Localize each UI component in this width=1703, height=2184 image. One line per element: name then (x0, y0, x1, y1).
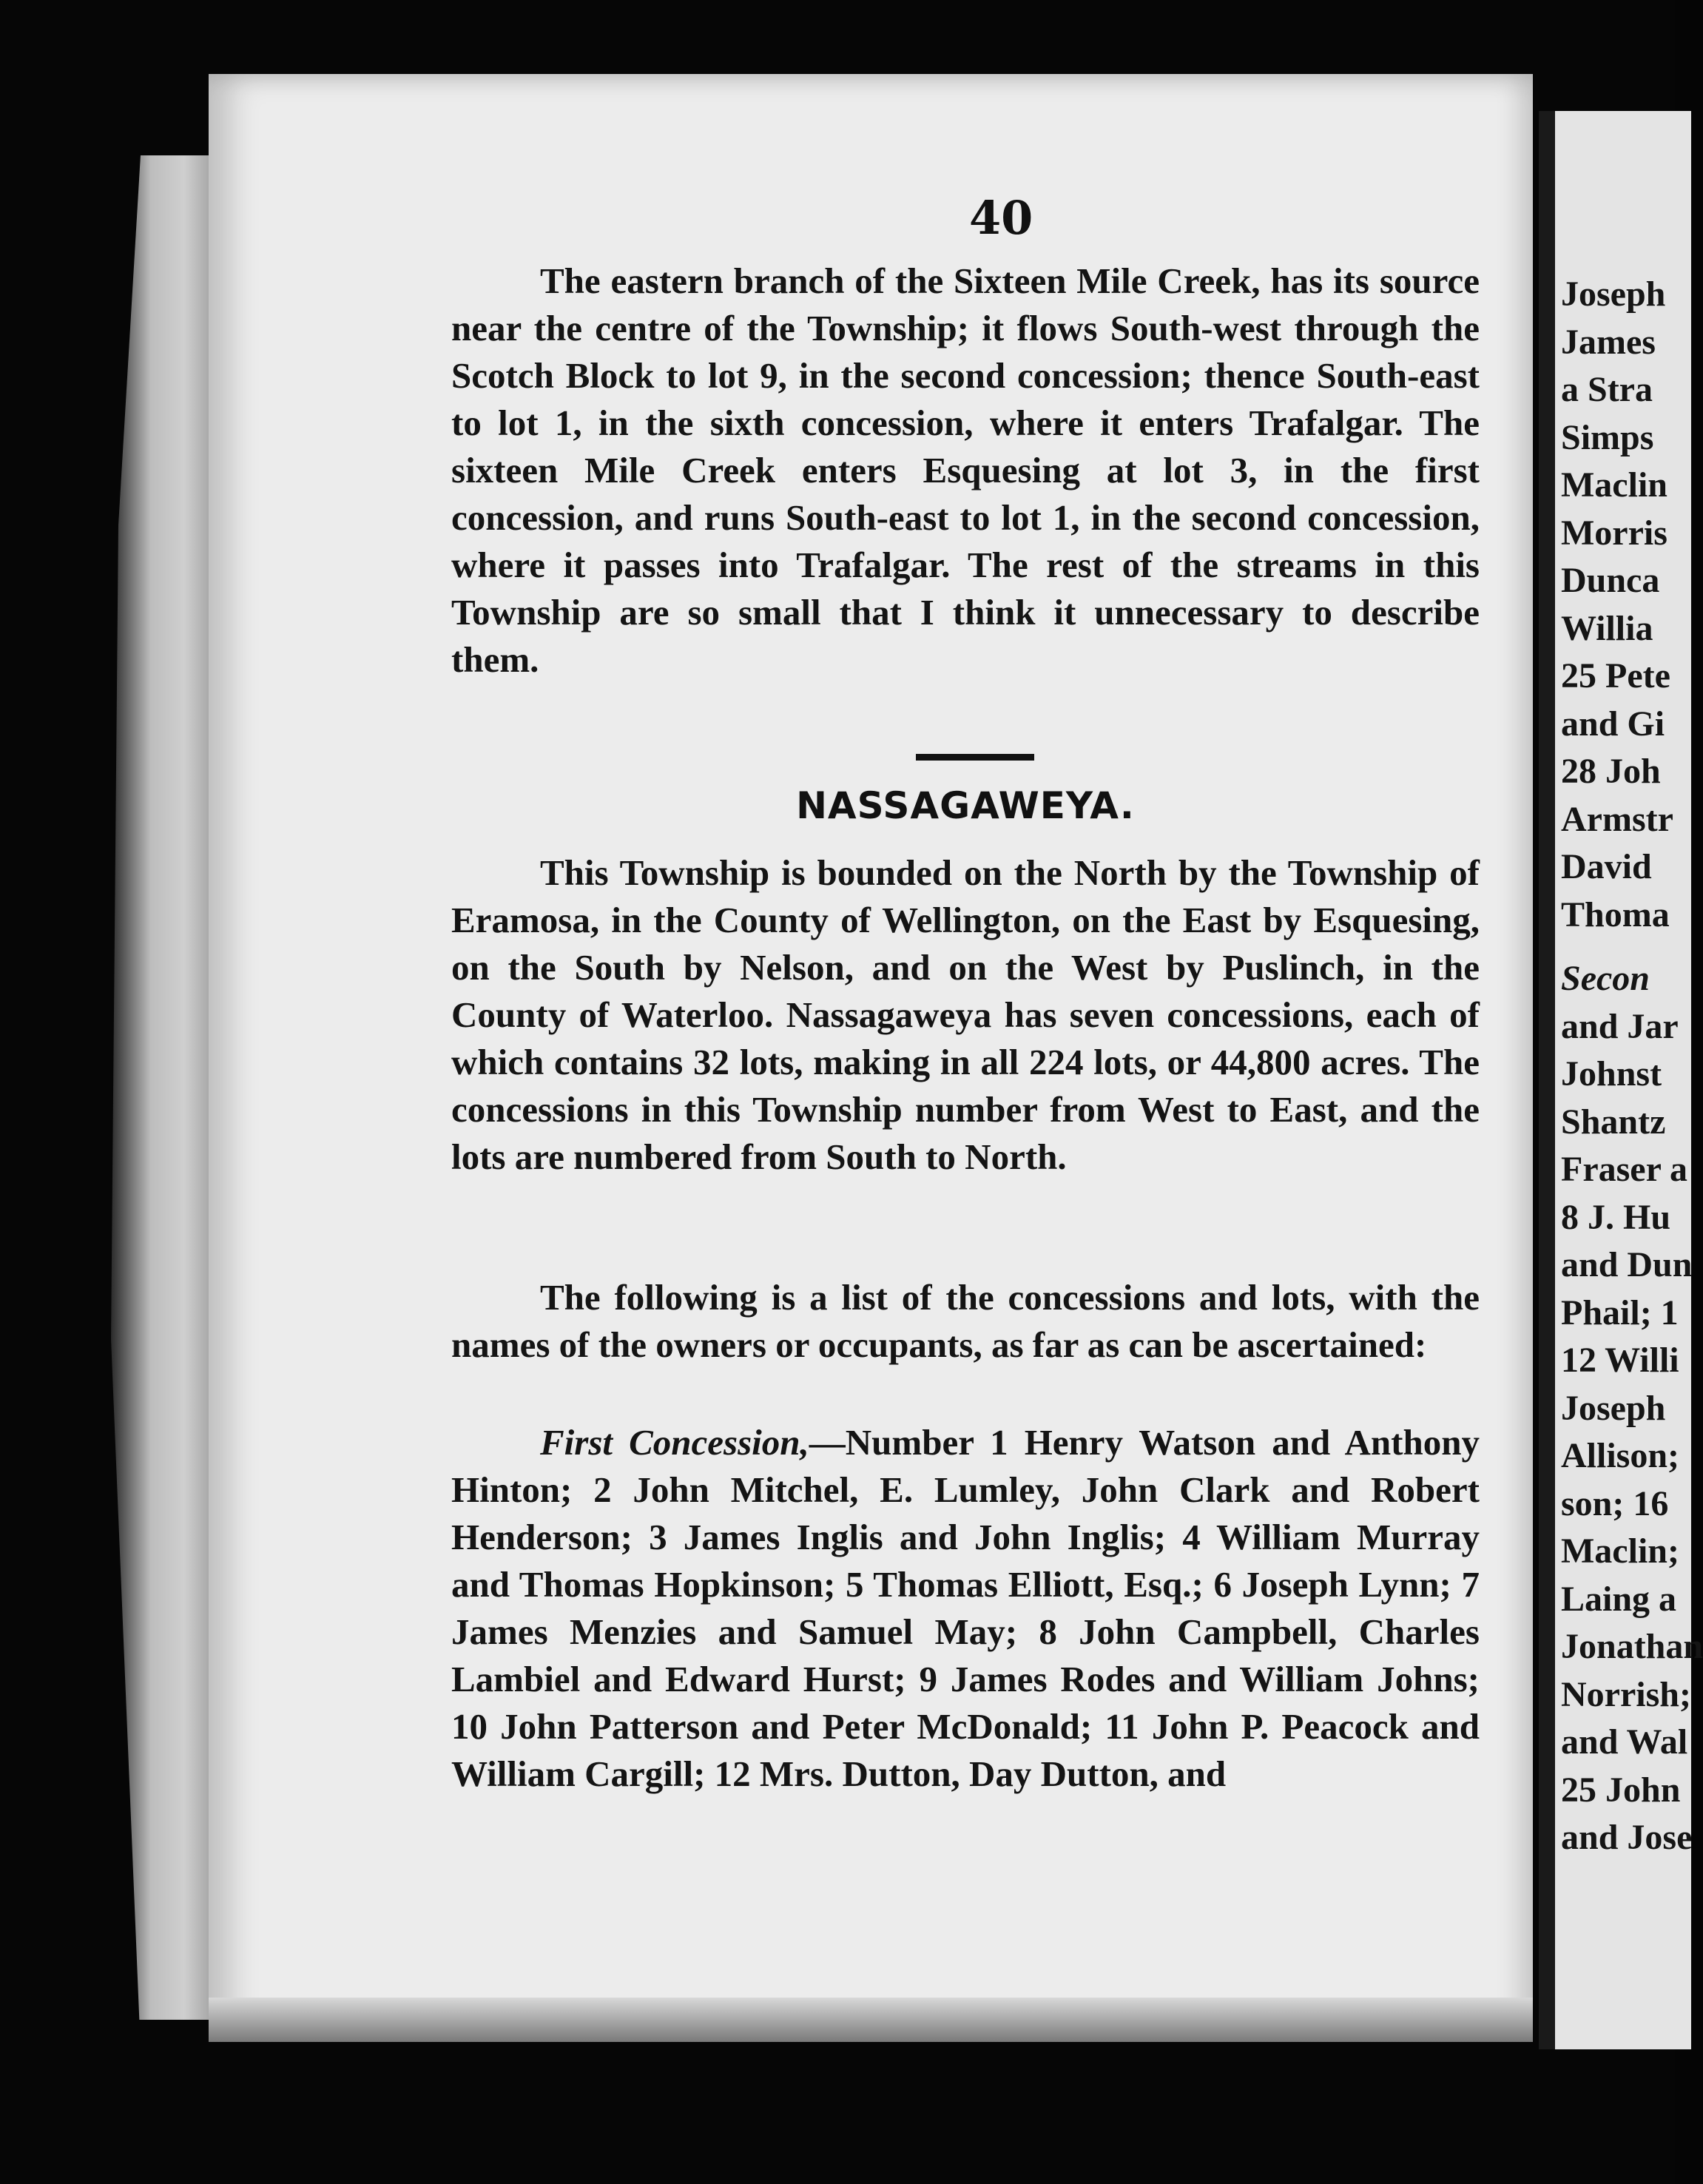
next-page-line: David (1561, 847, 1652, 886)
next-page-line: Allison; (1561, 1436, 1680, 1475)
page-bottom-edge (209, 1998, 1533, 2042)
next-page-line: a Stra (1561, 370, 1653, 409)
next-page-line: Phail; 1 (1561, 1292, 1679, 1332)
next-page-line: Dunca (1561, 561, 1660, 600)
next-page-line: 25 John (1561, 1770, 1681, 1810)
next-page-line: Willia (1561, 608, 1653, 648)
page-number: 40 (969, 191, 1033, 245)
paragraph-boundaries: This Township is bounded on the North by the Township of Eramosa, in the County of Wellington, on the East by Esquesing, on the South by Nelson, and on the West by Puslinch, in the County of Waterloo. Nassagaweya has seven concessions, each of which contains 32 lots, making in all 224 lots, or 44,800 acres. The concessions in this Township number from West to East, and the lots are numbered from South to North. (451, 852, 1480, 1177)
next-page-line: Armstr (1561, 799, 1673, 839)
next-page-line: 25 Pete (1561, 656, 1670, 695)
next-page-line: Norrish; (1561, 1674, 1691, 1714)
next-page-line: and Jose (1561, 1818, 1693, 1857)
paragraph-first-concession (451, 1419, 1480, 1798)
next-page-line: Maclin (1561, 465, 1667, 505)
concession-label: First Concession, (540, 1422, 809, 1463)
next-page-line: Johnst (1561, 1054, 1662, 1093)
next-page-line: Simps (1561, 417, 1654, 457)
section-divider (916, 754, 1034, 761)
next-page-fragment (1539, 111, 1703, 2049)
next-page-line: Maclin; (1561, 1531, 1679, 1571)
next-page-line: 8 J. Hu (1561, 1197, 1671, 1237)
section-heading: NASSAGAWEYA. (796, 784, 1135, 827)
next-page-line: Joseph (1561, 274, 1666, 314)
next-page-line: Jonathan (1561, 1627, 1703, 1666)
next-page-line: and Dun (1561, 1245, 1693, 1284)
next-page-line: Secon (1561, 959, 1650, 998)
next-page-line: 28 Joh (1561, 752, 1661, 791)
next-page-line: Fraser a (1561, 1150, 1688, 1189)
next-page-line: son; 16 (1561, 1483, 1669, 1523)
next-page-line: Laing a (1561, 1579, 1677, 1619)
next-page-line: and Jar (1561, 1006, 1679, 1046)
next-page-line: and Wal (1561, 1722, 1688, 1762)
concession-owners: —Number 1 Henry Watson and Anthony Hinton; 2 John Mitchel, E. Lumley, John Clark and Robert Henderson; 3 James Inglis and John Inglis; 4 William Murray and Thomas Hopkinson; 5 Thomas Elliott, Esq.; 6 Joseph Lynn; 7 James Menzies and Samuel May; 8 John Campbell, Charles Lambiel and Edward Hurst; 9 James Rodes and William Johns; 10 John Patterson and Peter McDonald; 11 John P. Peacock and William Cargill; 12 Mrs. Dutton, Day Dutton, and (451, 1422, 1480, 1794)
next-page-line: Joseph (1561, 1388, 1666, 1428)
next-page-line: Thoma (1561, 894, 1670, 934)
next-page-line: Morris (1561, 513, 1667, 553)
next-page-line: James (1561, 322, 1656, 362)
next-page-line: 12 Willi (1561, 1341, 1679, 1380)
next-page-line: Shantz (1561, 1102, 1666, 1142)
paragraph-list-intro: The following is a list of the concessions and lots, with the names of the owners or occupants, as far as can be ascertained: (451, 1277, 1480, 1365)
next-page-line: and Gi (1561, 704, 1665, 744)
paragraph-streams: The eastern branch of the Sixteen Mile Creek, has its source near the centre of the Township; it flows South-west through the Scotch Block to lot 9, in the second concession; thence South-east to lot 1, in the sixth concession, where it enters Trafalgar. The sixteen Mile Creek enters Esquesing at lot 3, in the first concession, and runs South-east to lot 1, in the second concession, where it passes into Trafalgar. The rest of the streams in this Township are so small that I think it unnecessary to describe them. (451, 260, 1480, 680)
